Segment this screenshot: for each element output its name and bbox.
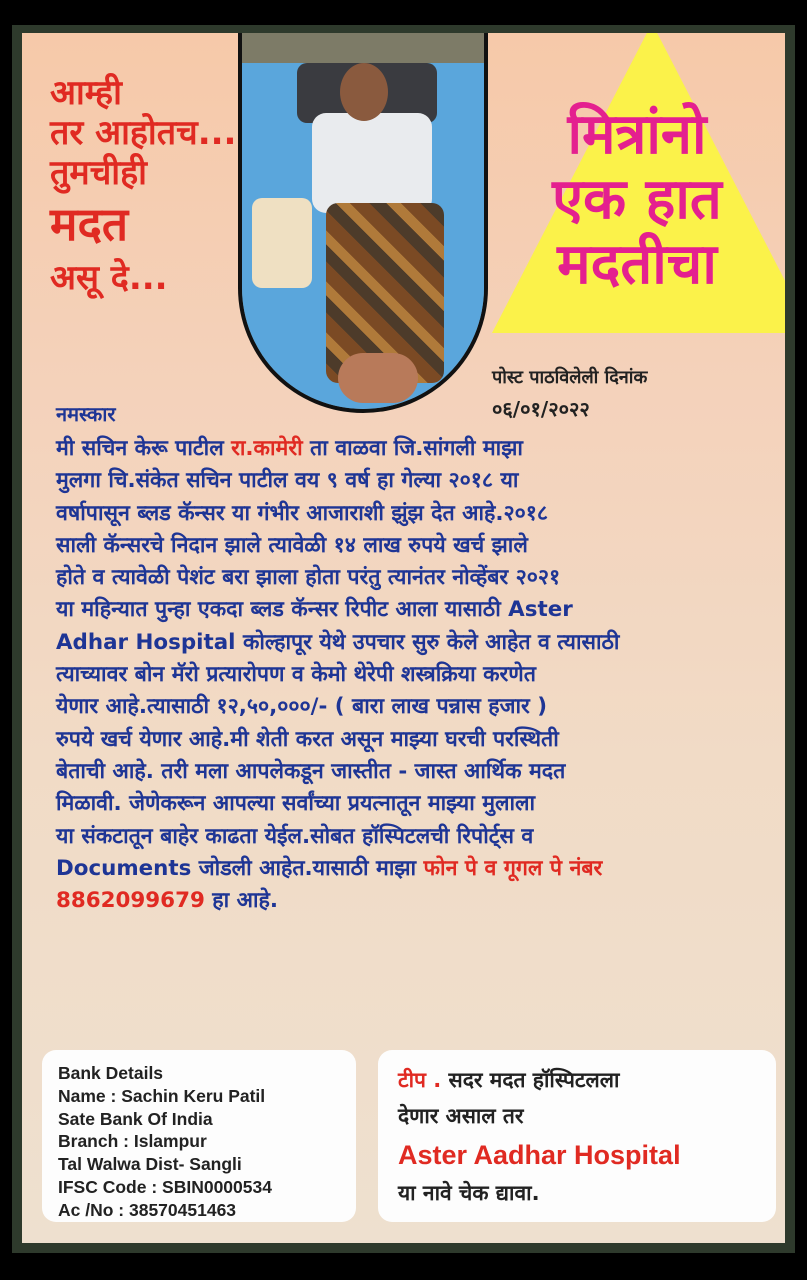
- text-line: साली कॅन्सरचे निदान झाले त्यावेळी १४ लाख रुपये खर्च झाले: [56, 532, 528, 558]
- text-line: मिळावी. जेणेकरून आपल्या सर्वांच्या प्रयत्नातून माझ्या मुलाला: [56, 791, 536, 817]
- text-line: या महिन्यात पुन्हा एकदा ब्लड कॅन्सर रिपीट आला यासाठी Aster: [56, 597, 573, 623]
- text-line: [56, 853, 756, 885]
- post-date: ०६/०१/२०२२: [492, 397, 590, 421]
- text-line: रुपये खर्च येणार आहे.मी शेती करत असून माझ्या घरची परस्थिती: [56, 726, 559, 752]
- text-line: [56, 885, 756, 917]
- bank-name: Sate Bank Of India: [58, 1108, 213, 1129]
- text-line: [56, 433, 756, 465]
- tip-line: [398, 1066, 756, 1094]
- text-line: मुलगा चि.संकेत सचिन पाटील वय ९ वर्ष हा गेल्या २०१८ या: [56, 468, 519, 494]
- branch: Branch : Islampur: [58, 1131, 207, 1152]
- slogan-line: तुमचीही: [50, 153, 147, 194]
- poster-background: [22, 33, 785, 1243]
- slogan-line: एक हात: [552, 166, 722, 232]
- post-date-label: पोस्ट पाठविलेली दिनांक: [492, 367, 648, 388]
- text-span: सदर मदत हॉस्पिटलला: [441, 1068, 620, 1092]
- slogan-line: असू दे...: [50, 257, 168, 298]
- right-slogan: [492, 103, 782, 298]
- left-slogan: [50, 73, 260, 298]
- account-name: Name : Sachin Keru Patil: [58, 1085, 266, 1106]
- poster: [12, 25, 795, 1253]
- phone-number: 8862099679: [56, 888, 205, 914]
- child-head: [340, 63, 388, 121]
- slogan-line: मदत: [50, 197, 129, 252]
- text-line: वर्षापासून ब्लड कॅन्सर या गंभीर आजाराशी झुंझ देत आहे.२०१८: [56, 500, 548, 526]
- greeting: नमस्कार: [56, 402, 116, 426]
- text-span: मी सचिन केरू पाटील: [56, 436, 232, 461]
- slogan-line: आम्ही: [50, 73, 122, 113]
- payment-apps: फोन पे व गूगल पे नंबर: [423, 855, 603, 881]
- hospital-name: Aster Aadhar Hospital: [398, 1140, 681, 1170]
- shirt: [312, 113, 432, 213]
- tip-line: देणार असाल तर: [398, 1104, 524, 1128]
- text-span: Documents जोडली आहेत.यासाठी माझा: [56, 855, 424, 881]
- feet: [338, 353, 418, 403]
- text-line: बेताची आहे. तरी मला आपलेकडून जास्तीत - जास्त आर्थिक मदत: [56, 758, 566, 784]
- text-line: होते व त्यावेळी पेशंट बरा झाला होता परंतु त्यानंतर नोव्हेंबर २०२१: [56, 565, 561, 591]
- cloth: [252, 198, 312, 288]
- text-span: ता वाळवा जि.सांगली माझा: [302, 436, 523, 461]
- tip-line: या नावे चेक द्यावा.: [398, 1181, 540, 1205]
- slogan-line: तर आहोतच...: [50, 113, 237, 154]
- account-number: Ac /No : 38570451463: [58, 1199, 237, 1220]
- village-name: रा.कामेरी: [231, 436, 303, 461]
- text-line: त्याच्यावर बोन मॅरो प्रत्यारोपण व केमो थेरेपी शस्त्रक्रिया करणेत: [56, 662, 536, 688]
- bank-details-card: [42, 1050, 356, 1222]
- text-line: या संकटातून बाहेर काढता येईल.सोबत हॉस्पिटलची रिपोर्ट्स व: [56, 823, 534, 849]
- ifsc-code: IFSC Code : SBIN0000534: [58, 1176, 272, 1197]
- slogan-line: मित्रांनो: [567, 102, 707, 167]
- slogan-line: मदतीचा: [557, 231, 717, 297]
- bank-title: Bank Details: [58, 1063, 164, 1083]
- text-span: हा आहे.: [204, 888, 278, 914]
- tip-label: टीप .: [398, 1068, 442, 1092]
- text-line: येणार आहे.त्यासाठी १२,५०,०००/- ( बारा लाख पन्नास हजार ): [56, 694, 548, 720]
- text-line: Adhar Hospital कोल्हापूर येथे उपचार सुरु केले आहेत व त्यासाठी: [56, 629, 620, 655]
- patient-photo: [238, 33, 488, 413]
- tip-card: [378, 1050, 776, 1222]
- appeal-text: [56, 433, 756, 917]
- district: Tal Walwa Dist- Sangli: [58, 1154, 242, 1175]
